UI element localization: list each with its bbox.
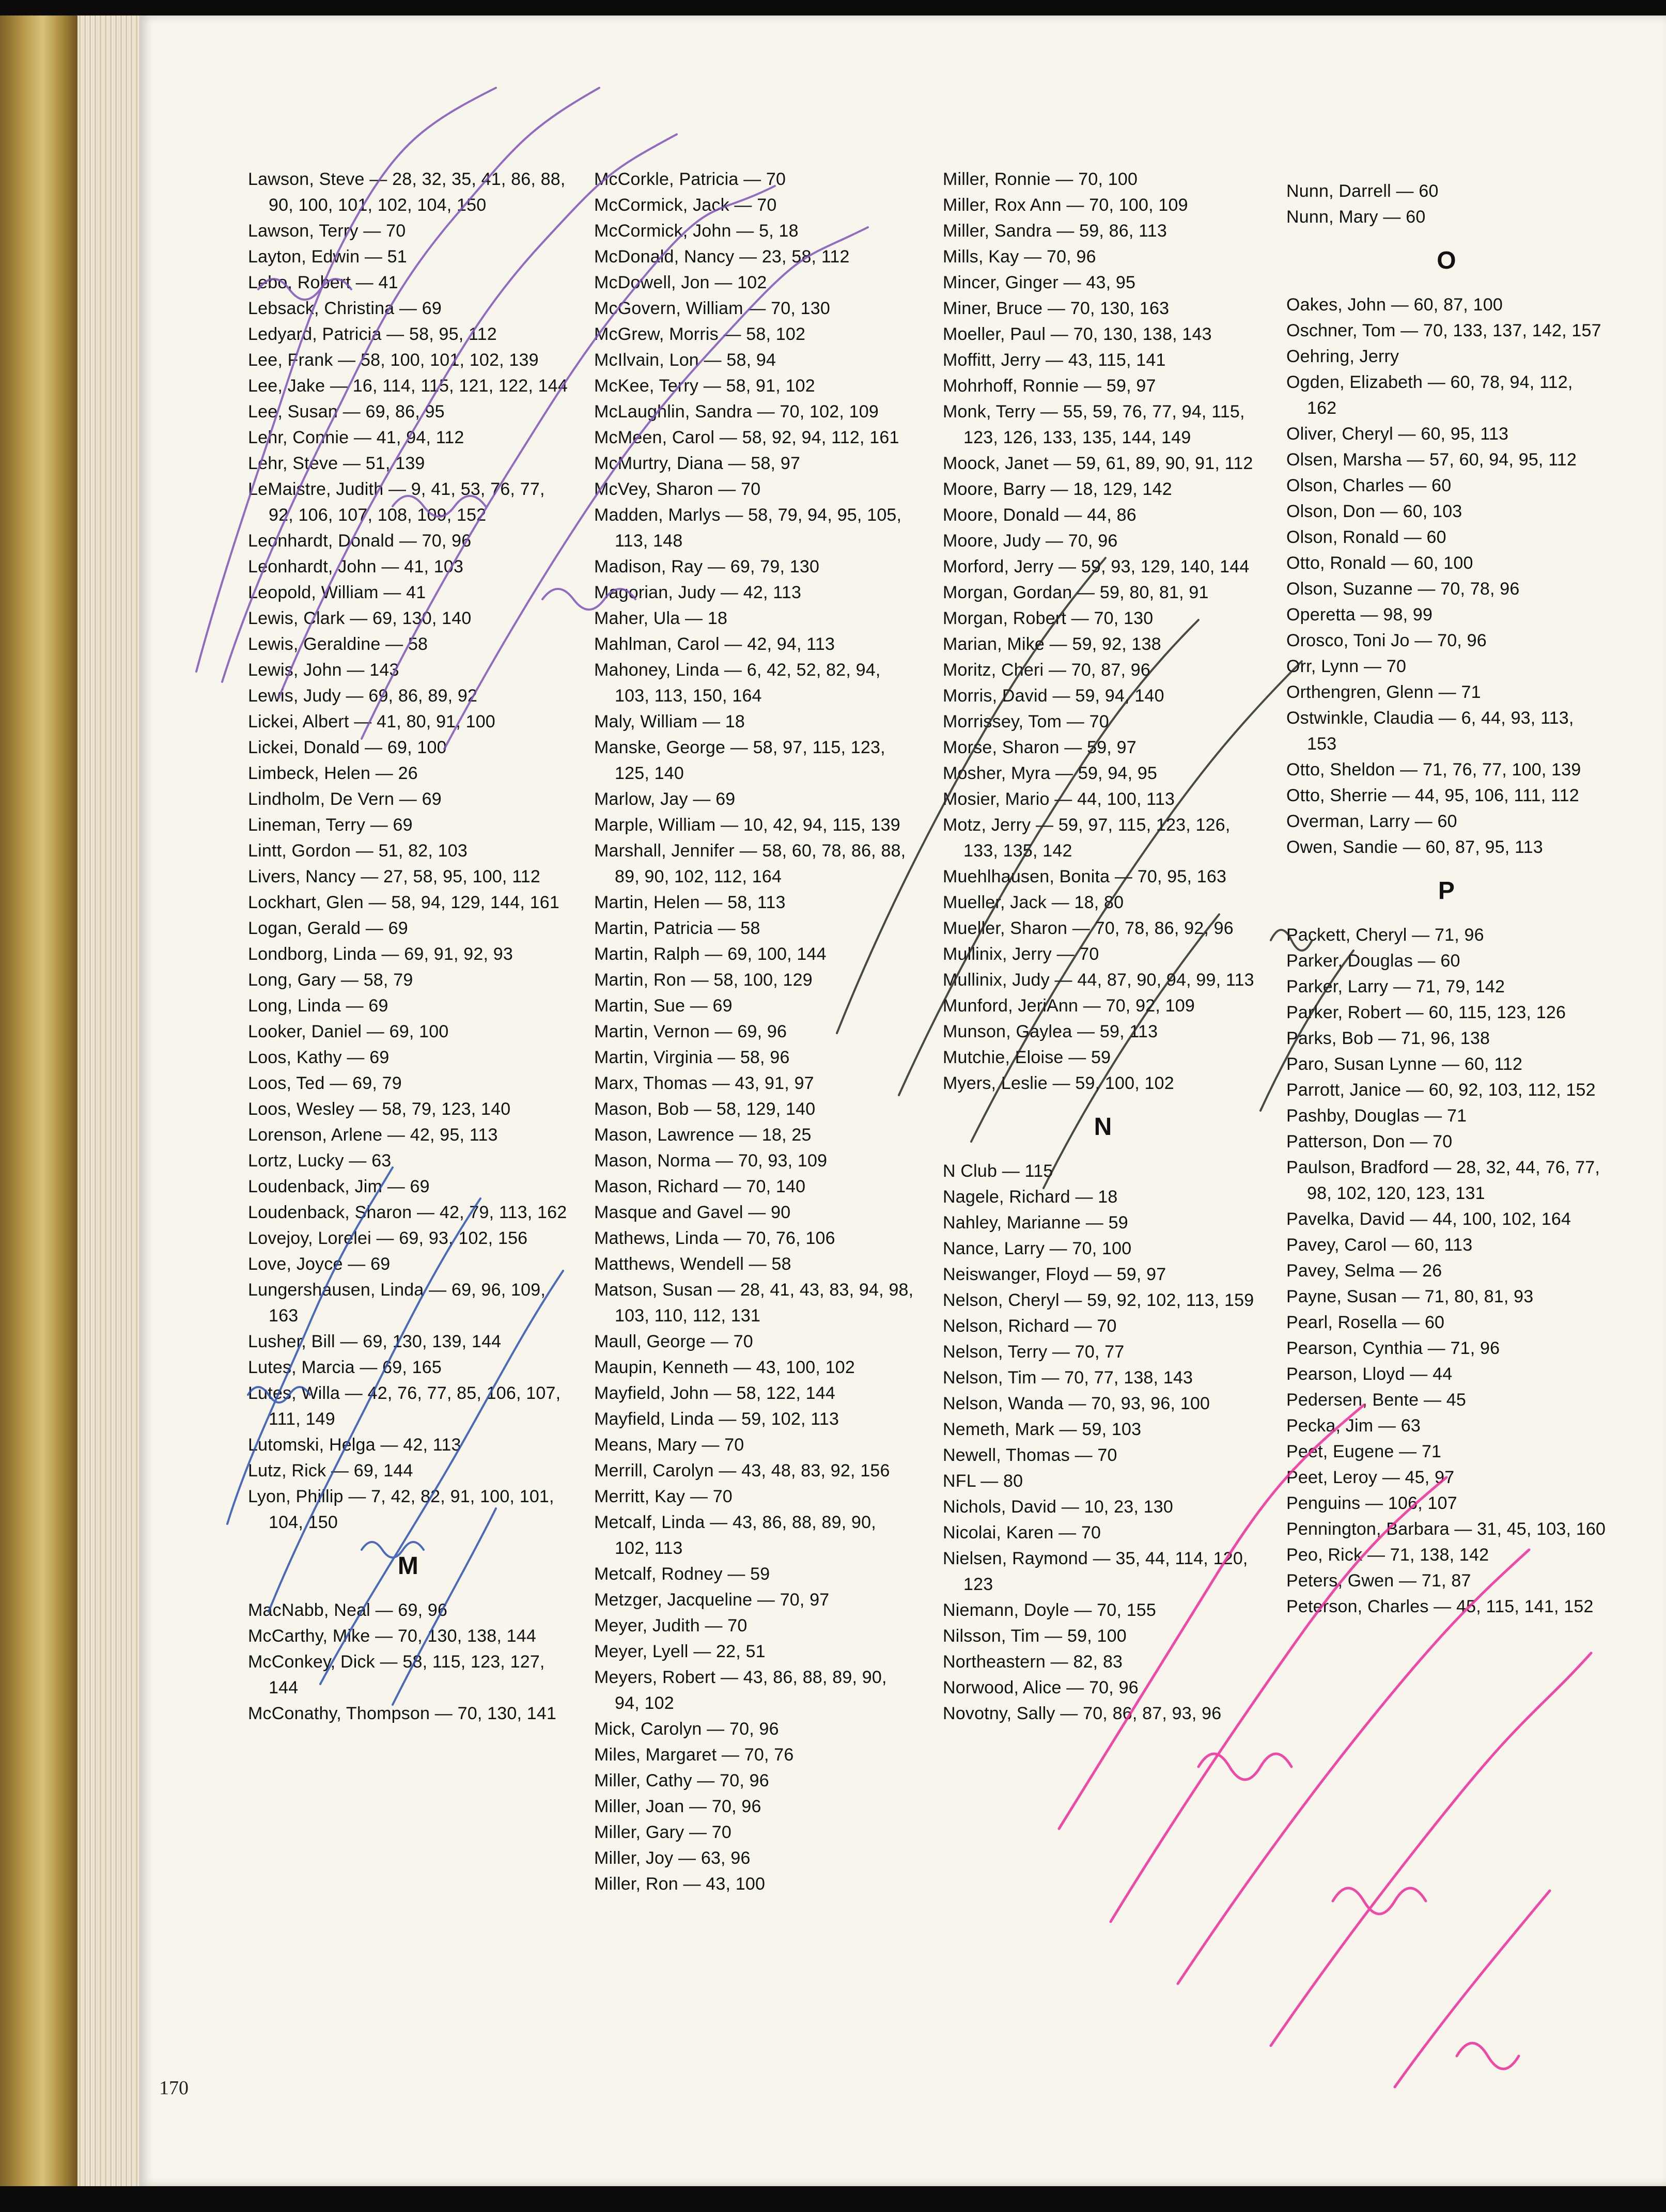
index-entry: Morris, David — 59, 94, 140 — [943, 686, 1164, 706]
index-entry: Ledyard, Patricia — 58, 95, 112 — [248, 324, 497, 344]
index-entry: Miller, Ronnie — 70, 100 — [943, 169, 1138, 189]
index-entry: Oehring, Jerry — [1286, 347, 1399, 366]
index-entry: Pavelka, David — 44, 100, 102, 164 — [1286, 1209, 1571, 1229]
index-entry: Newell, Thomas — 70 — [943, 1445, 1117, 1465]
index-entry: Oakes, John — 60, 87, 100 — [1286, 295, 1503, 315]
index-entry: McMurtry, Diana — 58, 97 — [594, 454, 801, 473]
index-entry: Martin, Helen — 58, 113 — [594, 893, 786, 912]
index-entry: McIlvain, Lon — 58, 94 — [594, 350, 776, 370]
index-entry: Looker, Daniel — 69, 100 — [248, 1022, 449, 1041]
index-entry: Loudenback, Sharon — 42, 79, 113, 162 — [248, 1203, 567, 1222]
index-entry: Lintt, Gordon — 51, 82, 103 — [248, 841, 468, 861]
index-entry: Ostwinkle, Claudia — 6, 44, 93, 113, 153 — [1286, 708, 1574, 754]
index-entry: Marian, Mike — 59, 92, 138 — [943, 634, 1161, 654]
index-entry: Logan, Gerald — 69 — [248, 918, 408, 938]
index-entry: Lebsack, Christina — 69 — [248, 299, 442, 318]
index-entry: Lehr, Connie — 41, 94, 112 — [248, 428, 464, 447]
index-entry: Morgan, Gordan — 59, 80, 81, 91 — [943, 583, 1209, 602]
index-entry: Nelson, Tim — 70, 77, 138, 143 — [943, 1368, 1193, 1388]
index-entry: Overman, Larry — 60 — [1286, 812, 1457, 831]
index-entry: Moeller, Paul — 70, 130, 138, 143 — [943, 324, 1212, 344]
index-entry: Marshall, Jennifer — 58, 60, 78, 86, 88, 89, 90, 102, 112, 164 — [594, 841, 906, 886]
index-entry: Nielsen, Raymond — 35, 44, 114, 120, 123 — [943, 1549, 1248, 1594]
index-entry: Pavey, Selma — 26 — [1286, 1261, 1442, 1281]
index-entry: Monk, Terry — 55, 59, 76, 77, 94, 115, 123, 126, 133, 135, 144, 149 — [943, 402, 1245, 447]
index-entry: Loos, Ted — 69, 79 — [248, 1073, 402, 1093]
index-entry: Lee, Susan — 69, 86, 95 — [248, 402, 445, 422]
index-entry: Motz, Jerry — 59, 97, 115, 123, 126, 133, 135, 142 — [943, 815, 1231, 861]
index-entry: Mason, Bob — 58, 129, 140 — [594, 1099, 816, 1119]
index-entry: Mueller, Sharon — 70, 78, 86, 92, 96 — [943, 918, 1234, 938]
index-entry: Ogden, Elizabeth — 60, 78, 94, 112, 162 — [1286, 372, 1573, 418]
index-entry: Morrissey, Tom — 70 — [943, 712, 1109, 731]
section-letter: P — [1438, 877, 1455, 905]
index-entry: Miller, Joy — 63, 96 — [594, 1848, 751, 1868]
index-entry: Lebo, Robert — 41 — [248, 273, 398, 292]
index-entry: Maupin, Kenneth — 43, 100, 102 — [594, 1358, 855, 1377]
index-entry: Lockhart, Glen — 58, 94, 129, 144, 161 — [248, 893, 559, 912]
index-entry: Martin, Vernon — 69, 96 — [594, 1022, 787, 1041]
index-entry: Leopold, William — 41 — [248, 583, 426, 602]
index-entry: Martin, Ralph — 69, 100, 144 — [594, 944, 827, 964]
index-entry: Miner, Bruce — 70, 130, 163 — [943, 299, 1170, 318]
index-entry: Lorenson, Arlene — 42, 95, 113 — [248, 1125, 498, 1145]
index-entry: McGrew, Morris — 58, 102 — [594, 324, 806, 344]
index-entry: Londborg, Linda — 69, 91, 92, 93 — [248, 944, 513, 964]
index-column-4 — [1286, 178, 1607, 1619]
index-entry: Lewis, Clark — 69, 130, 140 — [248, 609, 472, 628]
index-entry: Moock, Janet — 59, 61, 89, 90, 91, 112 — [943, 454, 1253, 473]
index-entry: Mick, Carolyn — 70, 96 — [594, 1719, 779, 1739]
index-entry: Maly, William — 18 — [594, 712, 745, 731]
index-entry: Pedersen, Bente — 45 — [1286, 1390, 1467, 1410]
index-entry: Means, Mary — 70 — [594, 1435, 744, 1455]
index-entry: Otto, Ronald — 60, 100 — [1286, 553, 1473, 573]
index-entry: Mullinix, Judy — 44, 87, 90, 94, 99, 113 — [943, 970, 1254, 990]
index-entry: Parks, Bob — 71, 96, 138 — [1286, 1029, 1490, 1048]
index-entry: Nunn, Darrell — 60 — [1286, 181, 1439, 201]
index-entry: Peters, Gwen — 71, 87 — [1286, 1571, 1471, 1591]
index-entry: Love, Joyce — 69 — [248, 1254, 391, 1274]
index-entry: Merritt, Kay — 70 — [594, 1487, 733, 1506]
index-entry: Moore, Donald — 44, 86 — [943, 505, 1136, 525]
index-entry: Norwood, Alice — 70, 96 — [943, 1678, 1139, 1697]
index-column-2 — [594, 166, 914, 1897]
index-entry: Peo, Rick — 71, 138, 142 — [1286, 1545, 1489, 1565]
index-entry: Mason, Lawrence — 18, 25 — [594, 1125, 812, 1145]
index-entry: N Club — 115 — [943, 1161, 1053, 1181]
index-entry: Meyers, Robert — 43, 86, 88, 89, 90, 94, 102 — [594, 1668, 887, 1713]
index-entry: Nelson, Terry — 70, 77 — [943, 1342, 1125, 1362]
index-entry: Nunn, Mary — 60 — [1286, 207, 1426, 227]
index-entry: Lusher, Bill — 69, 130, 139, 144 — [248, 1332, 502, 1351]
index-entry: Nagele, Richard — 18 — [943, 1187, 1118, 1207]
index-entry: Nichols, David — 10, 23, 130 — [943, 1497, 1173, 1517]
index-entry: Masque and Gavel — 90 — [594, 1203, 791, 1222]
index-entry: Morse, Sharon — 59, 97 — [943, 738, 1136, 757]
index-entry: Moritz, Cheri — 70, 87, 96 — [943, 660, 1151, 680]
index-entry: Nelson, Richard — 70 — [943, 1316, 1117, 1336]
index-entry: Northeastern — 82, 83 — [943, 1652, 1123, 1672]
index-entry: McCorkle, Patricia — 70 — [594, 169, 786, 189]
index-entry: Orr, Lynn — 70 — [1286, 657, 1407, 676]
index-entry: Marx, Thomas — 43, 91, 97 — [594, 1073, 814, 1093]
index-entry: Operetta — 98, 99 — [1286, 605, 1433, 625]
index-entry: Lewis, Judy — 69, 86, 89, 92 — [248, 686, 478, 706]
index-entry: McCarthy, Mike — 70, 130, 138, 144 — [248, 1626, 536, 1646]
index-entry: Mueller, Jack — 18, 80 — [943, 893, 1124, 912]
index-entry: Lortz, Lucky — 63 — [248, 1151, 392, 1171]
index-entry: Merrill, Carolyn — 43, 48, 83, 92, 156 — [594, 1461, 890, 1481]
index-entry: McKee, Terry — 58, 91, 102 — [594, 376, 815, 396]
index-entry: Martin, Virginia — 58, 96 — [594, 1048, 790, 1067]
index-entry: Nahley, Marianne — 59 — [943, 1213, 1128, 1233]
index-entry: Paro, Susan Lynne — 60, 112 — [1286, 1054, 1523, 1074]
index-entry: Manske, George — 58, 97, 115, 123, 125, 140 — [594, 738, 885, 783]
index-entry: Nemeth, Mark — 59, 103 — [943, 1420, 1142, 1439]
section-letter: O — [1437, 247, 1456, 274]
index-entry: Otto, Sherrie — 44, 95, 106, 111, 112 — [1286, 786, 1579, 805]
index-entry: Layton, Edwin — 51 — [248, 247, 407, 267]
index-entry: Miller, Joan — 70, 96 — [594, 1797, 761, 1816]
index-entry: Loos, Kathy — 69 — [248, 1048, 390, 1067]
index-column-3 — [943, 166, 1263, 1726]
index-entry: Munford, JeriAnn — 70, 92, 109 — [943, 996, 1195, 1016]
index-entry: Morgan, Robert — 70, 130 — [943, 609, 1154, 628]
index-entry: McLaughlin, Sandra — 70, 102, 109 — [594, 402, 879, 422]
index-entry: Miller, Sandra — 59, 86, 113 — [943, 221, 1167, 241]
index-entry: Lutz, Rick — 69, 144 — [248, 1461, 413, 1481]
index-entry: Mosher, Myra — 59, 94, 95 — [943, 764, 1158, 783]
index-entry: Mullinix, Jerry — 70 — [943, 944, 1099, 964]
index-entry: Lutes, Marcia — 69, 165 — [248, 1358, 442, 1377]
index-entry: Pennington, Barbara — 31, 45, 103, 160 — [1286, 1519, 1606, 1539]
index-entry: Morford, Jerry — 59, 93, 129, 140, 144 — [943, 557, 1250, 577]
index-entry: Mohrhoff, Ronnie — 59, 97 — [943, 376, 1156, 396]
index-entry: Lickei, Donald — 69, 100 — [248, 738, 447, 757]
index-entry: Meyer, Judith — 70 — [594, 1616, 748, 1635]
index-entry: Peterson, Charles — 45, 115, 141, 152 — [1286, 1597, 1594, 1616]
index-entry: Otto, Sheldon — 71, 76, 77, 100, 139 — [1286, 760, 1581, 780]
index-entry: McDonald, Nancy — 23, 58, 112 — [594, 247, 850, 267]
index-entry: Mason, Norma — 70, 93, 109 — [594, 1151, 828, 1171]
index-entry: Miller, Cathy — 70, 96 — [594, 1771, 769, 1790]
index-entry: NFL — 80 — [943, 1471, 1023, 1491]
index-entry: Nance, Larry — 70, 100 — [943, 1239, 1132, 1258]
index-entry: Orosco, Toni Jo — 70, 96 — [1286, 631, 1487, 650]
index-entry: Marple, William — 10, 42, 94, 115, 139 — [594, 815, 900, 835]
index-entry: Parker, Douglas — 60 — [1286, 951, 1460, 971]
page-number: 170 — [159, 2077, 189, 2099]
index-entry: Miller, Gary — 70 — [594, 1822, 732, 1842]
index-entry: LeMaistre, Judith — 9, 41, 53, 76, 77, 92, 106, 107, 108, 109, 152 — [248, 479, 545, 525]
index-entry: Lutomski, Helga — 42, 113 — [248, 1435, 461, 1455]
index-entry: McMeen, Carol — 58, 92, 94, 112, 161 — [594, 428, 899, 447]
index-entry: Myers, Leslie — 59, 100, 102 — [943, 1073, 1174, 1093]
index-entry: Lungershausen, Linda — 69, 96, 109, 163 — [248, 1280, 546, 1326]
index-entry: Parker, Robert — 60, 115, 123, 126 — [1286, 1003, 1566, 1022]
index-entry: Peet, Leroy — 45, 97 — [1286, 1468, 1455, 1487]
index-entry: Nelson, Wanda — 70, 93, 96, 100 — [943, 1394, 1210, 1413]
index-entry: Lindholm, De Vern — 69 — [248, 789, 442, 809]
index-entry: Mills, Kay — 70, 96 — [943, 247, 1096, 267]
index-entry: Matthews, Wendell — 58 — [594, 1254, 791, 1274]
index-entry: Peet, Eugene — 71 — [1286, 1442, 1442, 1461]
index-entry: Lewis, John — 143 — [248, 660, 399, 680]
index-entry: Penguins — 106, 107 — [1286, 1493, 1457, 1513]
index-entry: Mahoney, Linda — 6, 42, 52, 82, 94, 103, 113, 150, 164 — [594, 660, 881, 706]
index-column-1 — [248, 166, 568, 1726]
index-entry: McDowell, Jon — 102 — [594, 273, 767, 292]
index-entry: Mason, Richard — 70, 140 — [594, 1177, 806, 1196]
index-entry: Meyer, Lyell — 22, 51 — [594, 1642, 766, 1661]
index-entry: Long, Gary — 58, 79 — [248, 970, 413, 990]
index-entry: Lee, Jake — 16, 114, 115, 121, 122, 144 — [248, 376, 568, 396]
index-entry: McCormick, John — 5, 18 — [594, 221, 799, 241]
index-entry: MacNabb, Neal — 69, 96 — [248, 1600, 448, 1620]
index-entry: Mutchie, Eloise — 59 — [943, 1048, 1111, 1067]
index-entry: Lewis, Geraldine — 58 — [248, 634, 428, 654]
index-entry: Pearson, Cynthia — 71, 96 — [1286, 1338, 1500, 1358]
index-entry: Pearson, Lloyd — 44 — [1286, 1364, 1453, 1384]
index-entry: Olson, Ronald — 60 — [1286, 527, 1446, 547]
index-entry: Patterson, Don — 70 — [1286, 1132, 1453, 1151]
index-entry: Niemann, Doyle — 70, 155 — [943, 1600, 1157, 1620]
book-spine — [0, 15, 77, 2186]
index-entry: Leonhardt, Donald — 70, 96 — [248, 531, 472, 551]
index-entry: Parrott, Janice — 60, 92, 103, 112, 152 — [1286, 1080, 1596, 1100]
index-entry: Oschner, Tom — 70, 133, 137, 142, 157 — [1286, 321, 1601, 340]
index-entry: Metcalf, Linda — 43, 86, 88, 89, 90, 102, 113 — [594, 1513, 876, 1558]
index-entry: McGovern, William — 70, 130 — [594, 299, 830, 318]
section-letter: M — [397, 1552, 419, 1580]
index-entry: Moffitt, Jerry — 43, 115, 141 — [943, 350, 1166, 370]
index-entry: Metcalf, Rodney — 59 — [594, 1564, 770, 1584]
index-entry: Limbeck, Helen — 26 — [248, 764, 418, 783]
index-entry: Nilsson, Tim — 59, 100 — [943, 1626, 1127, 1646]
index-entry: Lineman, Terry — 69 — [248, 815, 413, 835]
index-entry: Mahlman, Carol — 42, 94, 113 — [594, 634, 835, 654]
index-entry: Pearl, Rosella — 60 — [1286, 1313, 1445, 1332]
index-entry: Mayfield, Linda — 59, 102, 113 — [594, 1409, 839, 1429]
index-entry: Lawson, Steve — 28, 32, 35, 41, 86, 88, 90, 100, 101, 102, 104, 150 — [248, 169, 566, 215]
index-entry: Pashby, Douglas — 71 — [1286, 1106, 1467, 1126]
index-entry: Olsen, Marsha — 57, 60, 94, 95, 112 — [1286, 450, 1577, 470]
index-entry: Mathews, Linda — 70, 76, 106 — [594, 1228, 835, 1248]
index-entry: Olson, Charles — 60 — [1286, 476, 1452, 495]
index-entry: Oliver, Cheryl — 60, 95, 113 — [1286, 424, 1509, 444]
index-entry: Martin, Patricia — 58 — [594, 918, 760, 938]
index-entry: McConathy, Thompson — 70, 130, 141 — [248, 1704, 557, 1723]
index-entry: Marlow, Jay — 69 — [594, 789, 736, 809]
index-entry: Lawson, Terry — 70 — [248, 221, 406, 241]
index-entry: Owen, Sandie — 60, 87, 95, 113 — [1286, 837, 1543, 857]
index-entry: Moore, Judy — 70, 96 — [943, 531, 1118, 551]
index-entry: Metzger, Jacqueline — 70, 97 — [594, 1590, 830, 1610]
index-entry: Maher, Ula — 18 — [594, 609, 728, 628]
index-entry: Martin, Ron — 58, 100, 129 — [594, 970, 813, 990]
index-entry: Moore, Barry — 18, 129, 142 — [943, 479, 1172, 499]
index-entry: McConkey, Dick — 58, 115, 123, 127, 144 — [248, 1652, 545, 1697]
index-entry: Lutes, Willa — 42, 76, 77, 85, 106, 107, 111, 149 — [248, 1383, 561, 1429]
index-entry: Mayfield, John — 58, 122, 144 — [594, 1383, 835, 1403]
index-entry: Orthengren, Glenn — 71 — [1286, 682, 1481, 702]
index-entry: McCormick, Jack — 70 — [594, 195, 777, 215]
index-entry: Neiswanger, Floyd — 59, 97 — [943, 1265, 1166, 1284]
index-entry: Parker, Larry — 71, 79, 142 — [1286, 977, 1505, 996]
index-entry: Mincer, Ginger — 43, 95 — [943, 273, 1136, 292]
index-entry: Lyon, Phillip — 7, 42, 82, 91, 100, 101, 104, 150 — [248, 1487, 554, 1532]
index-entry: Miller, Ron — 43, 100 — [594, 1874, 766, 1894]
index-entry: Magorian, Judy — 42, 113 — [594, 583, 802, 602]
index-entry: Loos, Wesley — 58, 79, 123, 140 — [248, 1099, 511, 1119]
index-entry: Long, Linda — 69 — [248, 996, 388, 1016]
index-entry: Pecka, Jim — 63 — [1286, 1416, 1421, 1436]
index-entry: Madden, Marlys — 58, 79, 94, 95, 105, 113, 148 — [594, 505, 902, 551]
index-entry: Madison, Ray — 69, 79, 130 — [594, 557, 820, 577]
index-entry: Paulson, Bradford — 28, 32, 44, 76, 77, 98, 102, 120, 123, 131 — [1286, 1158, 1600, 1203]
index-entry: Matson, Susan — 28, 41, 43, 83, 94, 98, 103, 110, 112, 131 — [594, 1280, 914, 1326]
index-entry: Novotny, Sally — 70, 86, 87, 93, 96 — [943, 1704, 1222, 1723]
index-entry: Lovejoy, Lorelei — 69, 93, 102, 156 — [248, 1228, 528, 1248]
index-entry: Payne, Susan — 71, 80, 81, 93 — [1286, 1287, 1534, 1306]
index-entry: Lehr, Steve — 51, 139 — [248, 454, 425, 473]
index-entry: Leonhardt, John — 41, 103 — [248, 557, 464, 577]
section-letter: N — [1094, 1113, 1112, 1141]
index-entry: Nelson, Cheryl — 59, 92, 102, 113, 159 — [943, 1290, 1254, 1310]
index-entry: Martin, Sue — 69 — [594, 996, 733, 1016]
page-edges — [77, 15, 139, 2186]
scan-top-border — [0, 0, 1666, 15]
index-entry: Miller, Rox Ann — 70, 100, 109 — [943, 195, 1188, 215]
index-entry: Munson, Gaylea — 59, 113 — [943, 1022, 1158, 1041]
index-entry: Olson, Suzanne — 70, 78, 96 — [1286, 579, 1520, 599]
index-entry: Pavey, Carol — 60, 113 — [1286, 1235, 1473, 1255]
index-entry: Nicolai, Karen — 70 — [943, 1523, 1101, 1543]
index-entry: Muehlhausen, Bonita — 70, 95, 163 — [943, 867, 1227, 886]
index-entry: Olson, Don — 60, 103 — [1286, 502, 1462, 521]
index-entry: Mosier, Mario — 44, 100, 113 — [943, 789, 1175, 809]
index-entry: Maull, George — 70 — [594, 1332, 753, 1351]
index-entry: Packett, Cheryl — 71, 96 — [1286, 925, 1484, 945]
index-entry: Miles, Margaret — 70, 76 — [594, 1745, 794, 1765]
index-entry: Lee, Frank — 58, 100, 101, 102, 139 — [248, 350, 539, 370]
index-entry: McVey, Sharon — 70 — [594, 479, 761, 499]
index-entry: Lickei, Albert — 41, 80, 91, 100 — [248, 712, 495, 731]
index-entry: Loudenback, Jim — 69 — [248, 1177, 430, 1196]
index-entry: Livers, Nancy — 27, 58, 95, 100, 112 — [248, 867, 541, 886]
scan-bottom-border — [0, 2186, 1666, 2212]
